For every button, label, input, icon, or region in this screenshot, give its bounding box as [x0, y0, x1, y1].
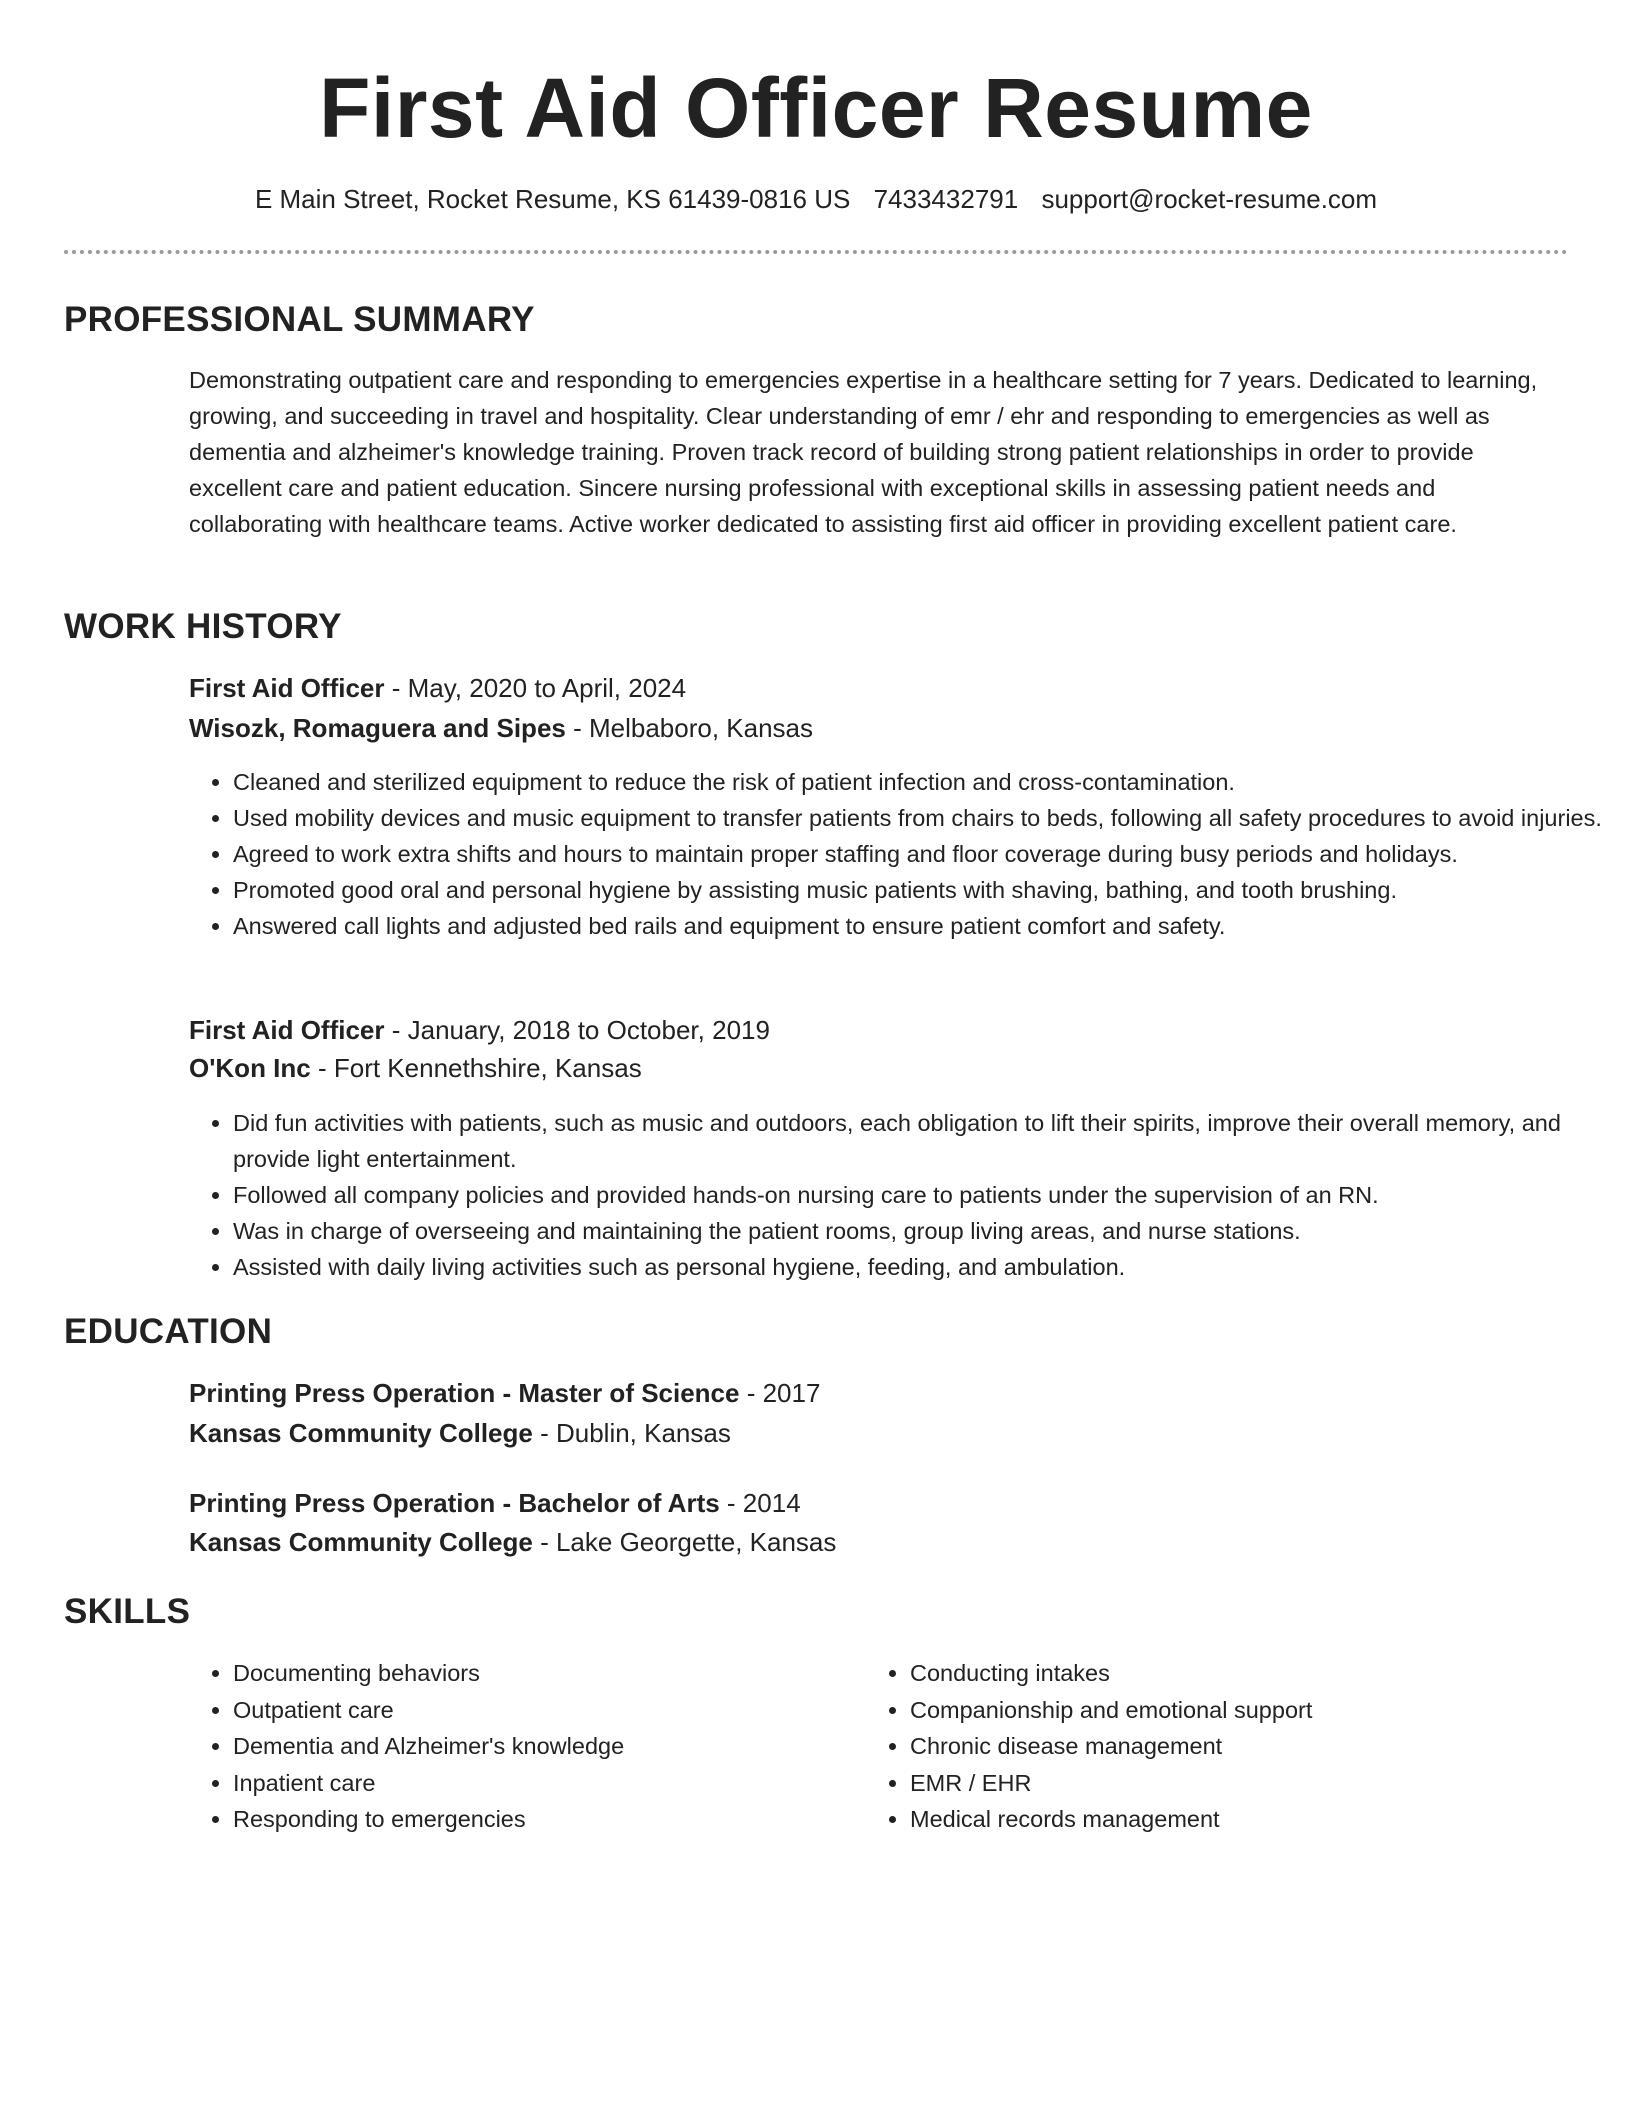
contact-line [0, 182, 1632, 216]
skill-item: • Documenting behaviors [233, 1655, 853, 1692]
skills-heading: SKILLS [64, 1592, 191, 1631]
list-item: • Followed all company policies and provided hands-on nursing care to patients under the supervision of an RN. [233, 1177, 1613, 1213]
skill-item: • Responding to emergencies [233, 1801, 853, 1838]
list-item: • Promoted good oral and personal hygiene by assisting music patients with shaving, bathing, and tooth brushing. [233, 872, 1613, 908]
education-1-location: - Dublin, Kansas [532, 1418, 731, 1448]
list-item: • Answered call lights and adjusted bed rails and equipment to ensure patient comfort and safety. [233, 908, 1613, 944]
job-2-title-line [189, 1012, 770, 1048]
education-1-degree-line [189, 1375, 820, 1411]
resume-title: First Aid Officer Resume [319, 61, 1313, 155]
header-divider [64, 250, 1568, 254]
job-1-duties [189, 764, 1613, 944]
skills-list-right [866, 1655, 1530, 1838]
list-item: • Cleaned and sterilized equipment to reduce the risk of patient infection and cross-contamination. [233, 764, 1613, 800]
skill-item: • Conducting intakes [910, 1655, 1530, 1692]
job-1-dates: - May, 2020 to April, 2024 [384, 673, 687, 703]
skill-item: • Medical records management [910, 1801, 1530, 1838]
work-history-heading: WORK HISTORY [64, 607, 342, 646]
skill-item: • Dementia and Alzheimer's knowledge [233, 1728, 853, 1765]
job-2-title: First Aid Officer [189, 1015, 385, 1045]
education-2-location: - Lake Georgette, Kansas [532, 1527, 837, 1557]
skill-item: • EMR / EHR [910, 1765, 1530, 1802]
list-item: • Used mobility devices and music equipment to transfer patients from chairs to beds, following all safety procedures to avoid injuries. [233, 800, 1613, 836]
job-1-company: Wisozk, Romaguera and Sipes [189, 713, 566, 743]
education-2-school: Kansas Community College [189, 1527, 533, 1557]
education-1-degree: Printing Press Operation - Master of Science [189, 1378, 740, 1408]
list-item: • Agreed to work extra shifts and hours to maintain proper staffing and floor coverage during busy periods and holidays. [233, 836, 1613, 872]
education-2-degree: Printing Press Operation - Bachelor of Arts [189, 1488, 720, 1518]
contact-address: E Main Street, Rocket Resume, KS 61439-0816 US [254, 184, 851, 214]
job-2-company: O'Kon Inc [189, 1053, 311, 1083]
contact-email: support@rocket-resume.com [1041, 184, 1378, 214]
list-item: • Was in charge of overseeing and maintaining the patient rooms, group living areas, and nurse stations. [233, 1213, 1613, 1249]
education-2-year: - 2014 [719, 1488, 801, 1518]
skill-item: • Inpatient care [233, 1765, 853, 1802]
contact-phone: 7433432791 [873, 184, 1019, 214]
skill-item: • Companionship and emotional support [910, 1692, 1530, 1729]
education-heading: EDUCATION [64, 1312, 273, 1351]
job-1-location: - Melbaboro, Kansas [565, 713, 814, 743]
job-1-title-line [189, 670, 686, 706]
skills-list-left [189, 1655, 853, 1838]
job-2-duties [189, 1105, 1613, 1285]
education-1-school-line [189, 1415, 731, 1451]
list-item: • Did fun activities with patients, such as music and outdoors, each obligation to lift their spirits, improve their overall memory, and provide light entertainment. [233, 1105, 1613, 1177]
skill-item: • Chronic disease management [910, 1728, 1530, 1765]
education-2-school-line [189, 1524, 836, 1560]
skill-item: • Outpatient care [233, 1692, 853, 1729]
education-2-degree-line [189, 1485, 801, 1521]
job-2-dates: - January, 2018 to October, 2019 [384, 1015, 770, 1045]
job-2-company-line [189, 1050, 642, 1086]
list-item: • Assisted with daily living activities such as personal hygiene, feeding, and ambulation. [233, 1249, 1613, 1285]
education-1-school: Kansas Community College [189, 1418, 533, 1448]
summary-text: Demonstrating outpatient care and responding to emergencies expertise in a healthcare setting for 7 years. Dedicated to learning, growing, and succeeding in travel and hospitality. Clear understanding of emr / ehr and responding to emergencies as well as dementia and alzheimer's knowledge training. Proven track record of building strong patient relationships in order to provide excellent care and patient education. Sincere nursing professional with exceptional skills in assessing patient needs and collaborating with healthcare teams. Active worker dedicated to assisting first aid officer in providing excellent patient care. [189, 367, 1538, 537]
job-1-title: First Aid Officer [189, 673, 385, 703]
summary-heading: PROFESSIONAL SUMMARY [64, 300, 535, 339]
job-2-location: - Fort Kennethshire, Kansas [310, 1053, 642, 1083]
education-1-year: - 2017 [739, 1378, 821, 1408]
job-1-company-line [189, 710, 813, 746]
